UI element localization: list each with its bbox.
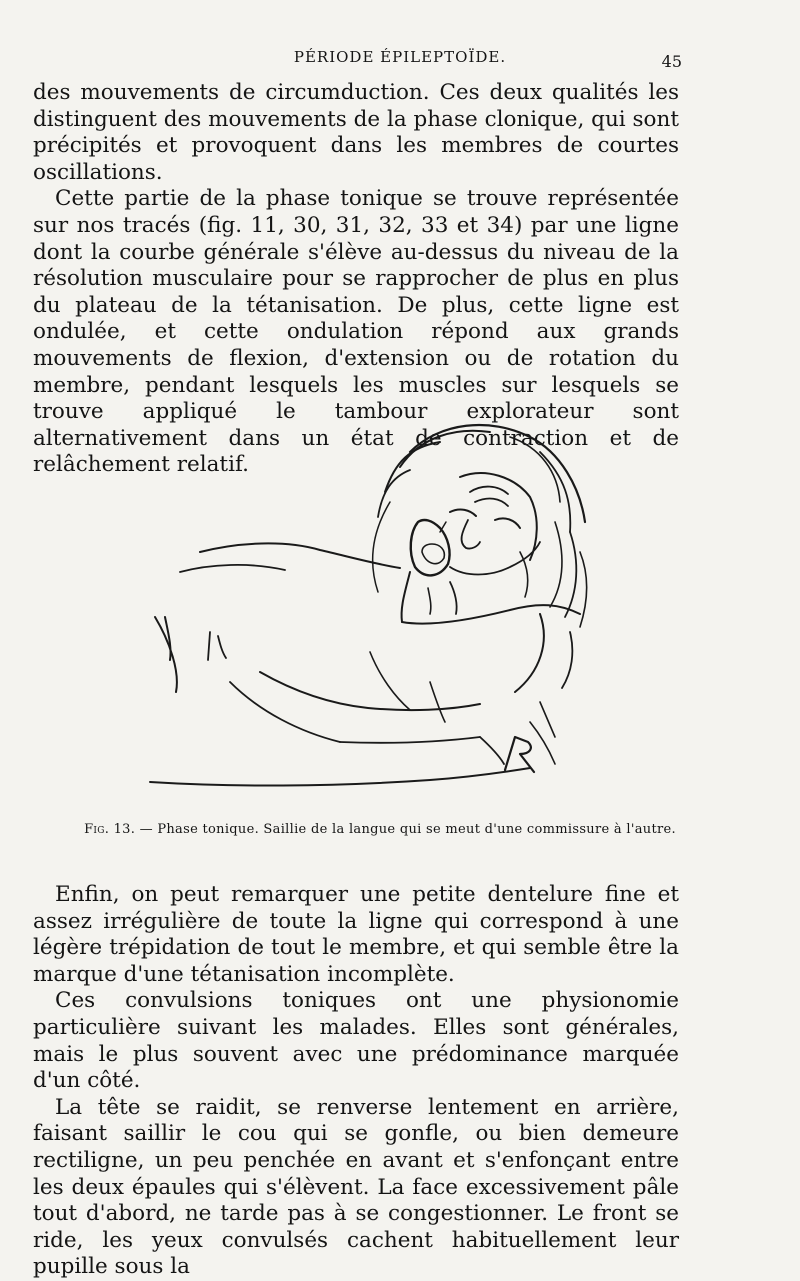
hair-stroke [565,532,576,617]
figure-caption [60,822,700,837]
body-text-bottom [33,882,679,1281]
body-stroke [180,565,285,572]
face-stroke [450,509,476,516]
body-stroke [218,636,226,658]
body-stroke [340,737,480,743]
artist-monogram [505,737,534,772]
paragraph: La tête se raidit, se renverse lentement en arrière, faisant saillir le cou qui se gonfle, ou bien demeure rectiligne, un peu penchée en avant et s'enfonçant entre les deux épaules qui s'élèvent. La face excessivement pâle tout d'abord, ne tarde pas à se congestionner. Le front se ride, les yeux convulsés cachent habituellement leur pupille sous la [33,1094,679,1280]
body-stroke [480,737,504,764]
hair-stroke [550,522,562,607]
hair-stroke [378,470,410,517]
hair-stroke [580,552,587,627]
running-head: PÉRIODE ÉPILEPTOÏDE. [293,48,507,66]
mouth-stroke [411,520,450,575]
neck-stroke [450,582,457,614]
face-stroke [460,473,537,560]
paragraph: Enfin, on peut remarquer une petite dentelure fine et assez irrégulière de toute la ligne qui correspond à une légère trépidation de tout le membre, et qui semble être la marque d'une tétanisation incomplète. [33,882,679,987]
body-stroke [370,652,410,710]
figure-illustration [110,392,610,812]
paragraph: des mouvements de circumduction. Ces deux qualités les distinguent des mouvements de la phase clonique, qui sont précipités et provoquent dans les membres de courtes oscillations. [33,80,679,185]
face-stroke [520,552,528,597]
body-stroke [562,632,572,688]
neck-stroke [402,572,410,622]
tongue-stroke [422,544,444,564]
figure-label: Fig. 13. [84,822,136,837]
paragraph: Cette partie de la phase tonique se trouve représentée sur nos tracés (fig. 11, 30, 31, 32, 33 et 34) par une ligne dont la courbe générale s'élève au-dessus du niveau de la résolution musculaire pour se rapprocher de plus en plus du plateau de la tétanisation. De plus, cette ligne est ondulée, et cette ondulation répond aux grands mouvements de flexion, d'extension ou de rotation du membre, pendant lesquels les muscles sur lesquels se trouve appliqué le tambour explorateur sont alternativement dans un état de contraction et de relâchement relatif. [33,186,679,478]
face-stroke [470,487,508,494]
face-stroke [475,499,508,506]
body-stroke [150,768,530,786]
body-stroke [430,682,445,722]
face-stroke [495,518,520,528]
body-stroke [260,672,480,710]
page-number: 45 [661,52,682,71]
face-stroke [462,520,480,549]
body-stroke [230,682,340,742]
paragraph: Ces convulsions toniques ont une physionomie particulière suivant les malades. Elles sont générales, mais le plus souvent avec une prédominance marquée d'un côté. [33,988,679,1094]
body-stroke [208,632,210,660]
body-stroke [155,617,177,692]
body-stroke [515,614,544,692]
illustration-drawing [110,392,610,812]
hair-stroke [540,452,570,532]
body-stroke [540,702,555,737]
hair-stroke [510,437,560,502]
neck-stroke [428,588,431,614]
figure-caption-text: — Phase tonique. Saillie de la langue qui se meut d'une commissure à l'autre. [135,822,676,837]
hair-stroke [373,502,390,592]
hair-stroke [410,425,585,522]
body-stroke [402,605,580,624]
